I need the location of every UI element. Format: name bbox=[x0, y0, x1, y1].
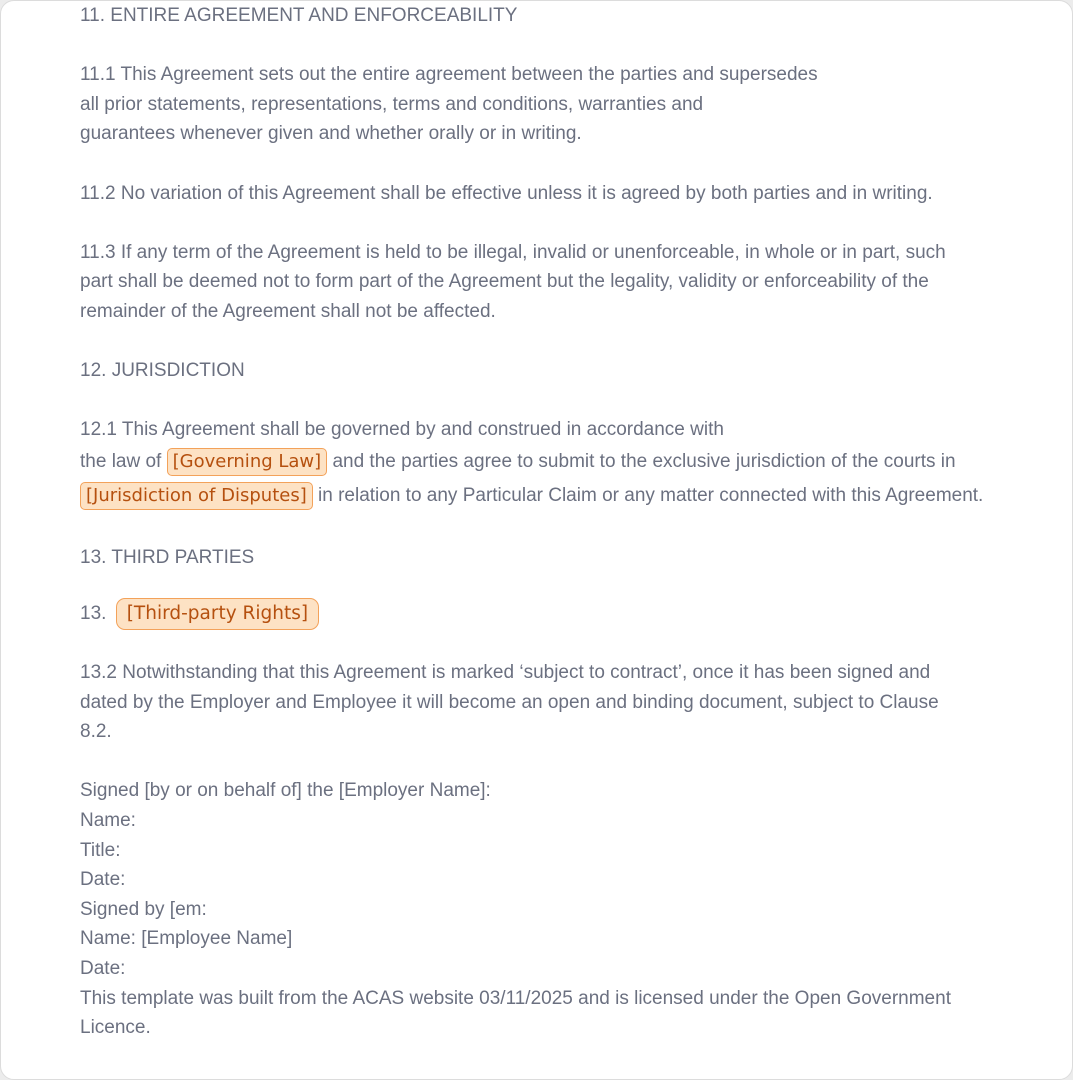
clause-12-1-line bbox=[80, 445, 1060, 479]
clause-13-2-line: 8.2. bbox=[80, 721, 112, 743]
section-11-heading: 11. ENTIRE AGREEMENT AND ENFORCEABILITY bbox=[80, 5, 518, 26]
signature-employee-line: Signed by [em: bbox=[80, 898, 207, 920]
signature-employee-date-field: Date: bbox=[80, 958, 126, 980]
clause-12-1-line: 12.1 This Agreement shall be governed by and construed in accordance with bbox=[80, 419, 724, 441]
clause-number: 13. bbox=[80, 603, 107, 625]
clause-11-3-line: remainder of the Agreement shall not be affected. bbox=[80, 300, 496, 322]
placeholder-jurisdiction-of-disputes[interactable]: [Jurisdiction of Disputes] bbox=[80, 482, 313, 510]
clause-11-1-line: all prior statements, representations, terms and conditions, warranties and bbox=[80, 93, 704, 115]
spacer bbox=[80, 327, 1060, 357]
signature-employer-line: Signed [by or on behalf of] the [Employer Name]: bbox=[80, 780, 491, 802]
clause-11-3-line: 11.3 If any term of the Agreement is held to be illegal, invalid or unenforceable, in whole or in part, such bbox=[80, 241, 946, 263]
spacer bbox=[80, 386, 1060, 416]
document-body bbox=[80, 1, 1060, 1043]
spacer bbox=[80, 513, 1060, 543]
template-license-note: This template was built from the ACAS website 03/11/2025 and is licensed under the Open Government bbox=[80, 987, 951, 1009]
placeholder-third-party-rights[interactable]: [Third-party Rights] bbox=[116, 598, 319, 630]
clause-12-1-line bbox=[80, 479, 1060, 513]
section-13-heading: 13. THIRD PARTIES bbox=[80, 546, 255, 568]
spacer bbox=[80, 31, 1060, 61]
template-license-note: Licence. bbox=[80, 1017, 151, 1039]
clause-13-2-line: 13.2 Notwithstanding that this Agreement is marked ‘subject to contract’, once it has been signed and bbox=[80, 662, 931, 684]
spacer bbox=[80, 636, 1060, 658]
signature-employee-name-field: Name: [Employee Name] bbox=[80, 928, 293, 950]
signature-name-field: Name: bbox=[80, 810, 136, 832]
clause-text: in relation to any Particular Claim or any matter connected with this Agreement. bbox=[318, 484, 984, 506]
clause-text: and the parties agree to submit to the exclusive jurisdiction of the courts in bbox=[332, 450, 956, 472]
clause-13-2-line: dated by the Employer and Employee it will become an open and binding document, subject to Clause bbox=[80, 691, 939, 713]
spacer bbox=[80, 149, 1060, 179]
clause-13-1 bbox=[80, 592, 1060, 636]
clause-11-3-line: part shall be deemed not to form part of the Agreement but the legality, validity or enforceability of the bbox=[80, 271, 929, 293]
section-12-heading: 12. JURISDICTION bbox=[80, 360, 245, 382]
clause-text: the law of bbox=[80, 450, 162, 472]
signature-date-field: Date: bbox=[80, 869, 126, 891]
spacer bbox=[80, 208, 1060, 238]
clause-11-2: 11.2 No variation of this Agreement shall be effective unless it is agreed by both parties and in writing. bbox=[80, 182, 933, 204]
spacer bbox=[80, 572, 1060, 592]
clause-11-1-line: 11.1 This Agreement sets out the entire agreement between the parties and supersedes bbox=[80, 64, 818, 86]
signature-title-field: Title: bbox=[80, 839, 121, 861]
placeholder-governing-law[interactable]: [Governing Law] bbox=[167, 448, 328, 476]
spacer bbox=[80, 747, 1060, 777]
clause-11-1-line: guarantees whenever given and whether orally or in writing. bbox=[80, 123, 582, 145]
